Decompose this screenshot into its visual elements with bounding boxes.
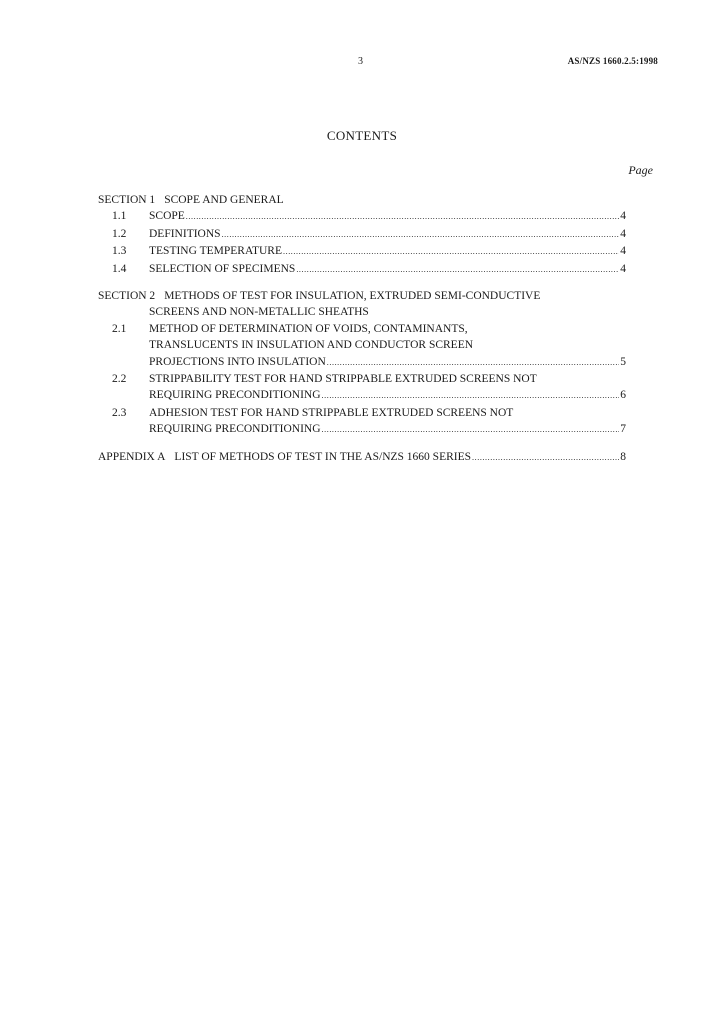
toc-entry-text: DEFINITIONS bbox=[149, 227, 221, 240]
toc-entry-1-3[interactable] bbox=[98, 243, 626, 260]
dot-leader bbox=[283, 244, 619, 260]
dot-leader bbox=[472, 450, 619, 466]
document-code: AS/NZS 1660.2.5:1998 bbox=[567, 56, 658, 66]
toc-entry-appendix-a[interactable] bbox=[98, 449, 626, 466]
toc-entry-number: 1.1 bbox=[112, 210, 127, 223]
toc-entry-page: 7 bbox=[620, 423, 626, 436]
toc-entry-1-2[interactable] bbox=[98, 226, 626, 243]
toc-entry-text: TRANSLUCENTS IN INSULATION AND CONDUCTOR SCREEN bbox=[149, 339, 474, 352]
appendix-title: LIST OF METHODS OF TEST IN THE AS/NZS 1660 SERIES bbox=[174, 450, 472, 463]
toc-entry-number: 2.1 bbox=[112, 322, 127, 335]
dot-leader bbox=[186, 209, 619, 225]
toc-entry-page: 4 bbox=[620, 245, 626, 258]
toc-entry-number: 1.2 bbox=[112, 227, 127, 240]
toc-entry-page: 4 bbox=[620, 227, 626, 240]
section-2-label: SECTION 2 bbox=[98, 290, 156, 303]
table-of-contents bbox=[98, 192, 626, 466]
toc-entry-2-3-final[interactable] bbox=[98, 421, 626, 438]
toc-entry-2-3[interactable] bbox=[98, 405, 626, 421]
section-2-title-line-1: METHODS OF TEST FOR INSULATION, EXTRUDED SEMI-CONDUCTIVE bbox=[164, 290, 541, 303]
toc-entry-text: REQUIRING PRECONDITIONING bbox=[149, 423, 321, 436]
section-2-title-line-2: SCREENS AND NON-METALLIC SHEATHS bbox=[149, 306, 369, 319]
toc-entry-text: SCOPE bbox=[149, 210, 185, 223]
toc-entry-page: 8 bbox=[620, 450, 626, 463]
toc-entry-text: METHOD OF DETERMINATION OF VOIDS, CONTAMINANTS, bbox=[149, 322, 468, 335]
page-column-label: Page bbox=[628, 163, 653, 177]
toc-entry-number: 1.4 bbox=[112, 262, 127, 275]
toc-entry-2-2[interactable] bbox=[98, 371, 626, 387]
appendix-label: APPENDIX A bbox=[98, 450, 166, 463]
dot-leader bbox=[296, 262, 619, 278]
page-number: 3 bbox=[358, 56, 363, 67]
dot-leader bbox=[222, 227, 620, 243]
toc-entry-1-4[interactable] bbox=[98, 261, 626, 278]
section-1-title: SCOPE AND GENERAL bbox=[164, 194, 284, 206]
toc-entry-number: 2.2 bbox=[112, 373, 127, 386]
toc-entry-number: 2.3 bbox=[112, 406, 127, 419]
contents-title: CONTENTS bbox=[326, 128, 398, 143]
toc-entry-text: STRIPPABILITY TEST FOR HAND STRIPPABLE EXTRUDED SCREENS NOT bbox=[149, 373, 537, 386]
toc-entry-number: 1.3 bbox=[112, 245, 127, 258]
section-1-label: SECTION 1 bbox=[98, 194, 156, 206]
toc-entry-2-1[interactable] bbox=[98, 321, 626, 337]
section-2-heading[interactable] bbox=[98, 288, 626, 304]
toc-entry-text: TESTING TEMPERATURE bbox=[149, 245, 282, 258]
toc-entry-2-2-final[interactable] bbox=[98, 387, 626, 404]
dot-leader bbox=[322, 422, 620, 438]
dot-leader bbox=[322, 388, 620, 404]
toc-entry-text: SELECTION OF SPECIMENS bbox=[149, 262, 296, 275]
toc-entry-page: 5 bbox=[620, 355, 626, 368]
toc-entry-text: REQUIRING PRECONDITIONING bbox=[149, 389, 321, 402]
dot-leader bbox=[327, 355, 619, 371]
toc-entry-page: 6 bbox=[620, 389, 626, 402]
toc-entry-page: 4 bbox=[620, 210, 626, 223]
toc-entry-text: ADHESION TEST FOR HAND STRIPPABLE EXTRUDED SCREENS NOT bbox=[149, 406, 514, 419]
section-1-heading[interactable] bbox=[98, 192, 626, 208]
toc-entry-2-1-continued bbox=[98, 337, 626, 353]
section-2-heading-continued bbox=[98, 304, 626, 320]
toc-entry-1-1[interactable] bbox=[98, 208, 626, 225]
toc-entry-2-1-final[interactable] bbox=[98, 354, 626, 371]
toc-entry-page: 4 bbox=[620, 262, 626, 275]
toc-entry-text: PROJECTIONS INTO INSULATION bbox=[149, 355, 326, 368]
